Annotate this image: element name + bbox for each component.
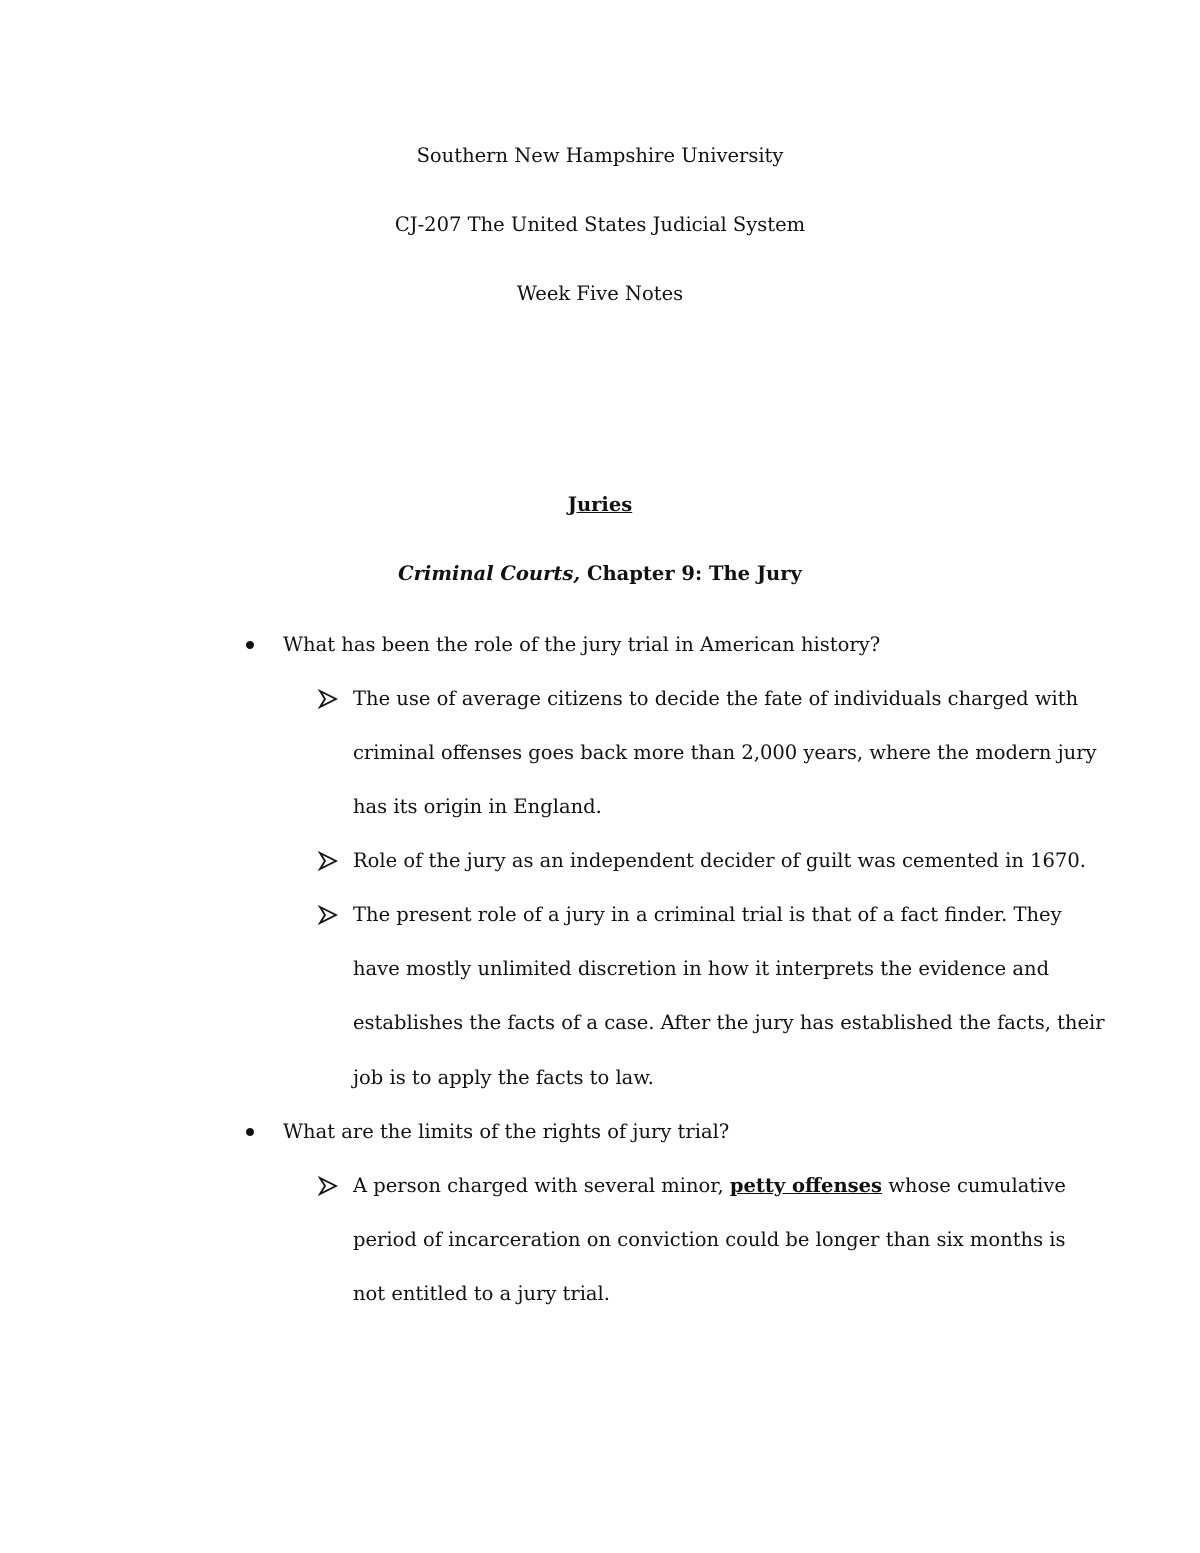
- key-term-petty-offenses: petty offenses: [729, 1174, 883, 1197]
- course-title: CJ-207 The United States Judicial System: [394, 213, 806, 236]
- answer-text: [353, 672, 1097, 835]
- arrow-bullet-icon: [318, 689, 338, 709]
- arrow-bullet-icon: [318, 905, 338, 925]
- section-heading: Juries: [567, 493, 633, 516]
- answer-line: has its origin in England.: [353, 795, 602, 819]
- notes-title: Week Five Notes: [516, 282, 684, 305]
- question-text: What has been the role of the jury trial in American history?: [283, 633, 881, 656]
- book-title: Criminal Courts,: [398, 562, 581, 585]
- answer-line-start: A person charged with several minor,: [353, 1174, 730, 1197]
- answer-line: period of incarceration on conviction could be longer than six months is: [353, 1228, 1066, 1252]
- answer-line: establishes the facts of a case. After the jury has established the facts, their: [353, 1011, 1105, 1035]
- answer-line: have mostly unlimited discretion in how it interprets the evidence and: [353, 957, 1050, 981]
- arrow-bullet-icon: [318, 1176, 338, 1196]
- chapter-title: Chapter 9: The Jury: [580, 562, 802, 585]
- answer-line: criminal offenses goes back more than 2,000 years, where the modern jury: [353, 741, 1097, 765]
- institution-name: Southern New Hampshire University: [416, 144, 784, 167]
- answer-text: [353, 834, 1086, 888]
- arrow-bullet-icon: [318, 851, 338, 871]
- bullet-dot-icon: [246, 1128, 254, 1136]
- answer-line: job is to apply the facts to law.: [353, 1065, 654, 1089]
- answer-line: not entitled to a jury trial.: [353, 1282, 610, 1306]
- answer-line: Role of the jury as an independent decider of guilt was cemented in 1670.: [353, 849, 1086, 872]
- answer-line: The use of average citizens to decide the fate of individuals charged with: [353, 687, 1079, 710]
- answer-text: [353, 888, 1105, 1105]
- chapter-reference: [0, 560, 1200, 588]
- question-text: What are the limits of the rights of jury trial?: [283, 1120, 730, 1143]
- answer-line: The present role of a jury in a criminal trial is that of a fact finder. They: [353, 903, 1062, 926]
- answer-text: [353, 1159, 1073, 1322]
- answer-line: [353, 1159, 1073, 1213]
- answer-line-end: whose cumulative: [882, 1174, 1066, 1197]
- bullet-dot-icon: [246, 641, 254, 649]
